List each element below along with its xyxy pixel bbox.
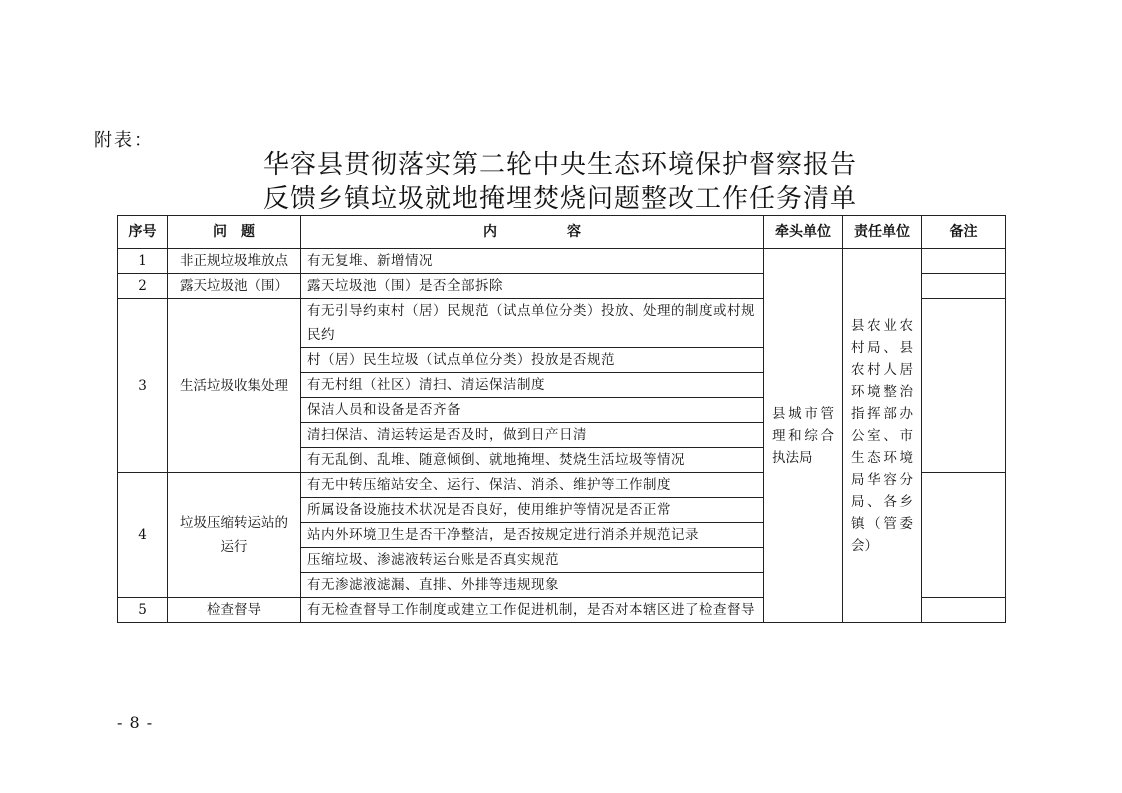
row-issue: 检查督导 [168,598,301,623]
header-issue: 问 题 [168,216,301,249]
row-seq: 1 [118,249,168,274]
row-content-item: 有无渗滤液滤漏、直排、外排等违规现象 [301,573,764,598]
row-content-item: 有无中转压缩站安全、运行、保洁、消杀、维护等工作制度 [301,473,764,498]
title-line-2: 反馈乡镇垃圾就地掩埋焚烧问题整改工作任务清单 [262,184,857,214]
row-content-item: 站内外环境卫生是否干净整洁，是否按规定进行消杀并规范记录 [301,523,764,548]
annex-label: 附表： [94,130,154,151]
remarks-cell [922,249,1006,274]
row-seq: 5 [118,598,168,623]
row-seq: 3 [118,299,168,473]
row-content-item: 压缩垃圾、渗滤液转运台账是否真实规范 [301,548,764,573]
header-content: 内 容 [301,216,764,249]
row-content-item: 有无检查督导工作制度或建立工作促进机制，是否对本辖区进了检查督导 [301,598,764,623]
row-content-item: 有无村组（社区）清扫、清运保洁制度 [301,373,764,398]
header-lead-unit: 牵头单位 [764,216,843,249]
row-content-item: 有无乱倒、乱堆、随意倾倒、就地掩埋、焚烧生活垃圾等情况 [301,448,764,473]
row-issue: 非正规垃圾堆放点 [168,249,301,274]
lead-unit-text: 县城市管理和综合执法局 [772,405,834,466]
title-line-1: 华容县贯彻落实第二轮中央生态环境保护督察报告 [262,150,857,180]
header-seq: 序号 [118,216,168,249]
remarks-cell [922,598,1006,623]
resp-unit-text: 县农业农村局、县农村人居环境整治指挥部办公室、市生态环境局华容分局、各乡镇（管委会） [851,317,913,554]
remarks-cell [922,473,1006,598]
row-content-item: 保洁人员和设备是否齐备 [301,398,764,423]
task-list-table [117,215,1006,623]
table-header-row [118,216,1006,249]
row-content-item: 所属设备设施技术状况是否良好，使用维护等情况是否正常 [301,498,764,523]
header-resp-unit: 责任单位 [843,216,922,249]
row-issue: 生活垃圾收集处理 [168,299,301,473]
table-row [118,249,1006,274]
row-issue: 露天垃圾池（围） [168,274,301,299]
row-seq: 4 [118,473,168,598]
resp-unit-cell [843,249,922,623]
row-issue: 垃圾压缩转运站的运行 [168,473,301,598]
row-seq: 2 [118,274,168,299]
row-content-item: 有无引导约束村（居）民规范（试点单位分类）投放、处理的制度或村规民约 [301,299,764,348]
remarks-cell [922,299,1006,473]
lead-unit-cell [764,249,843,623]
row-content-item: 村（居）民生垃圾（试点单位分类）投放是否规范 [301,348,764,373]
row-content-item: 有无复堆、新增情况 [301,249,764,274]
remarks-cell [922,274,1006,299]
header-remarks: 备注 [922,216,1006,249]
row-content-item: 露天垃圾池（围）是否全部拆除 [301,274,764,299]
row-content-item: 清扫保洁、清运转运是否及时，做到日产日清 [301,423,764,448]
page-number: - 8 - [117,713,154,732]
